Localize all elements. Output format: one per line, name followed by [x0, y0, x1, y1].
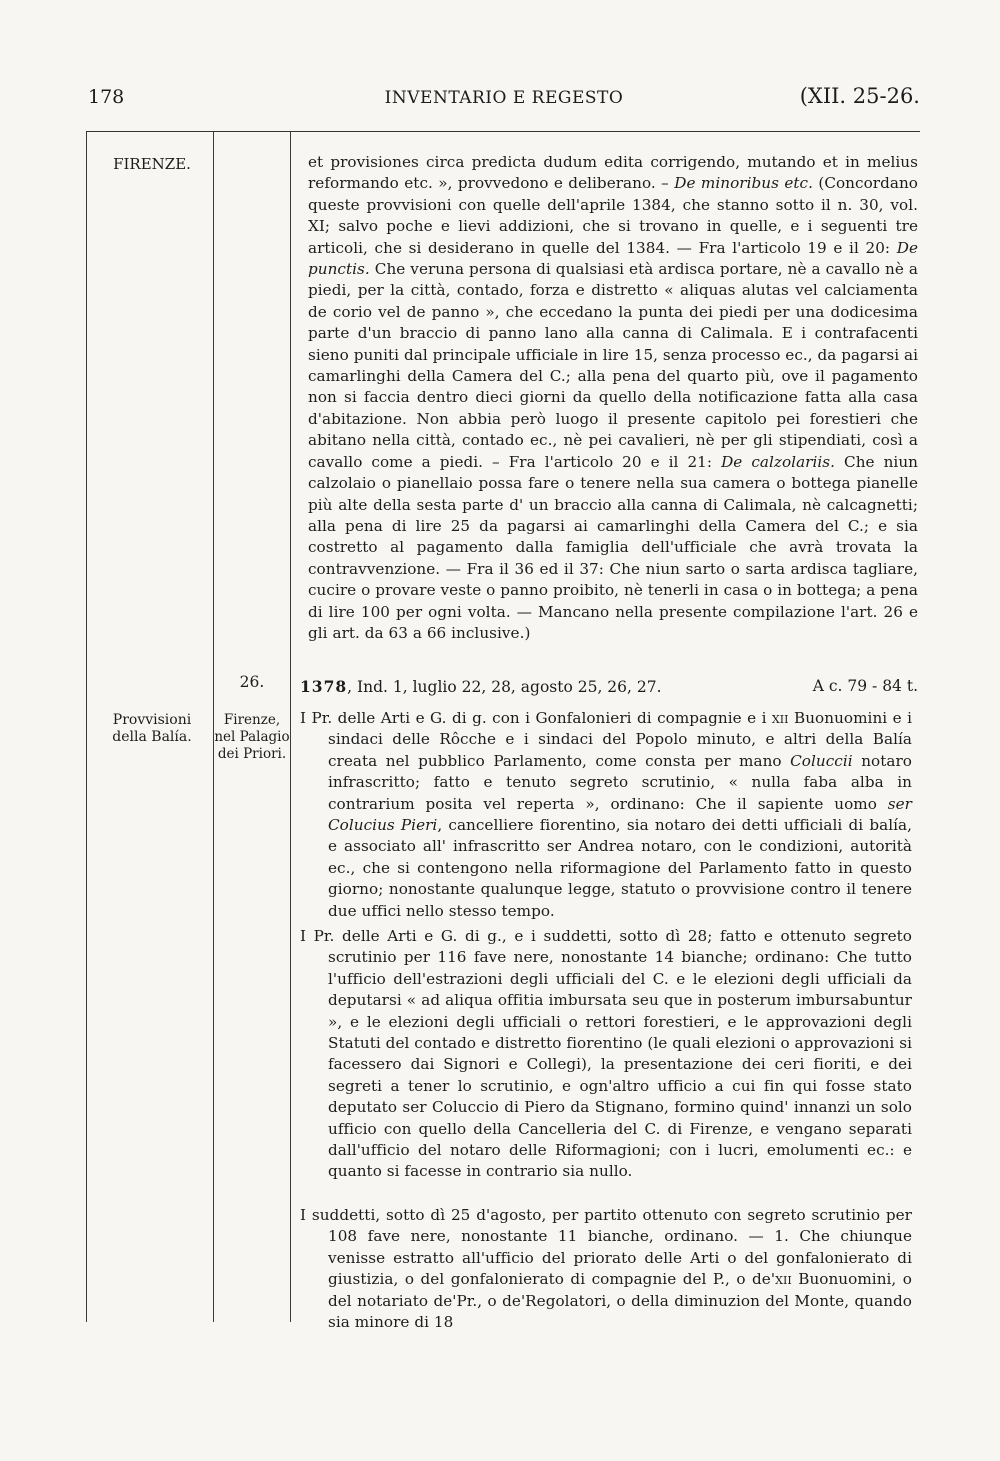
p1-text-a: I Pr. delle Arti e G. di g. con i Gonfalonieri di compagnie e i — [300, 709, 772, 727]
column-rule-left — [86, 132, 87, 1322]
p3-text-b: Buonuomini, o del notariato de'Pr., o de'Regolatori, o della diminuzion del Monte, quando sia minore di 18 — [328, 1270, 912, 1332]
margin-series: Provvisioni della Balía. — [112, 712, 192, 745]
running-title: INVENTARIO E REGESTO — [384, 88, 624, 108]
cont-title-punctis: De punctis. — [308, 238, 918, 279]
margin-place: FIRENZE. — [113, 155, 191, 173]
cont-title-calzolariis: De calzolariis. — [721, 452, 836, 471]
cont-text-3: Che veruna persona di qualsiasi età ardisca portare, nè a cavallo nè a piedi, per la città, contado, forza e distretto « aliquas alutas vel calciamenta de corio vel de panno », che eccedano la punta dei piedi per una dodicesima parte d'un braccio di panno lano alla canna di Calimala. E i contrafacenti sieno puniti dal principale ufficiale in lire 15, senza processo ec., da pagarsi ai camarlinghi della Camera del C.; alla pena del quarto più, ove il pagamento non si faccia dentro dieci giorni da quello della notificazione fatta alla casa d'abitazione. Non abbia però luogo il presente capitolo pei forestieri che abitano nella città, contado ec., nè pei cavalieri, nè per gli stipendiati, così a cavallo come a piedi. – Fra l'articolo 20 e il 21: — [308, 260, 918, 471]
section-reference: (XII. 25-26. — [799, 84, 920, 108]
cont-title-minoribus: De minoribus etc. — [674, 174, 813, 193]
column-rule-right — [290, 132, 291, 1322]
p3-text-a: I suddetti, sotto dì 25 d'agosto, per partito ottenuto con segreto scrutinio per 108 fave nere, nonostante 11 bianche, ordinano. — 1. Che chiunque venisse estratto all'ufficio del priorato delle Arti o del gonfalonierato di giustizia, o del gonfalonierato di compagnie del P., o de' — [300, 1206, 912, 1289]
p1-text-b: Buonuomini e i sindaci delle Rôcche e i sindaci del Popolo minuto, e altri della Balía creata nel pubblico Parlamento, come consta per mano — [328, 709, 912, 770]
header-rule — [86, 131, 920, 132]
entry-year: 1378 — [300, 677, 348, 696]
entry-folio: A c. 79 - 84 t. — [812, 677, 918, 695]
cont-text-1: et provisiones circa predicta dudum edita corrigendo, mutando et in melius reformando etc. », provvedono e deliberano. – — [308, 153, 918, 193]
p1-text-c: notaro infrascritto; fatto e tenuto segreto scrutinio, « nulla faba alba in contrarium posita vel reperta », ordinano: Che il sapiente uomo — [328, 751, 912, 813]
entry-dates: , Ind. 1, luglio 22, 28, agosto 25, 26, 27. — [347, 678, 662, 696]
paragraph-1 — [300, 708, 912, 922]
p2-text: I Pr. delle Arti e G. di g., e i suddetti, sotto dì 28; fatto e ottenuto segreto scrutinio per 116 fave nere, nonostante 14 bianche; ordinano: Che tutto l'ufficio dell'estrazioni degli ufficiali del C. e le elezioni degli ufficiali da deputarsi « ad aliqua offitia imbursata seu que in posterum imbursabuntur », e le elezioni degli ufficiali o rettori forestieri, e le approvazioni degli Statuti del contado e distretto fiorentino (le quali elezioni o approvazioni si facessero dai Signori e Collegi), la presentazione dei ceri fioriti, e dei segreti a tener lo scrutinio, e ogn'altro ufficio a cui fin qui fosse stato deputato ser Coluccio di Piero da Stignano, formino quind' innanzi un solo ufficio con quello della Cancelleria del C. di Firenze, e vengano separati dall'ufficio del notaro delle Riformagioni; con i lucri, emolumenti ec.: e quanto si facesse in contrario sia nullo. — [300, 927, 912, 1181]
page-header — [88, 86, 920, 116]
continuation-text — [308, 152, 918, 644]
margin-location: Firenze, nel Palagio dei Priori. — [214, 712, 290, 762]
paragraph-3 — [300, 1205, 912, 1333]
entry-number: 26. — [239, 673, 265, 691]
paragraph-2 — [300, 926, 912, 1183]
p1-text-d: , cancelliere fiorentino, sia notaro dei detti ufficiali di balía, e associato all' infrascritto ser Andrea notaro, con le condizioni, autorità ec., che si contengono nella riformagione del Parlamento fatto in questo giorno; nonostante qualunque legge, statuto o provvisione contro il tenere due uffici nello stesso tempo. — [328, 816, 912, 920]
cont-text-4: Che niun calzolaio o pianellaio possa fare o tenere nella sua camera o bottega pianelle più alte della sesta parte d' un braccio alla canna di Calimala, nè calcagnetti; alla pena di lire 25 da pagarsi ai camarlinghi della Camera del C.; e sia costretto al pagamento dalla famiglia dell'ufficiale che avrà trovata la contravvenzione. — Fra il 36 ed il 37: Che niun sarto o sarta ardisca tagliare, cucire o provare veste o panno proibito, nè tenerli in casa o in bottega; a pena di lire 100 per ogni volta. — Mancano nella presente compilazione l'art. 26 e gli art. da 63 a 66 inclusive.) — [308, 452, 918, 642]
p3-numeral: xii — [775, 1270, 792, 1289]
p1-numeral: xii — [771, 709, 789, 727]
cont-text-2: (Concordano queste provvisioni con quelle dell'aprile 1384, che stanno sotto il n. 30, vol. XI; salvo poche e lievi addizioni, che si trovano in quelle, e i seguenti tre articoli, che si desiderano in quelle del 1384. — Fra l'articolo 19 e il 20: — [308, 174, 918, 257]
p1-name-colucius: ser Colucius Pieri — [328, 794, 912, 835]
entry-heading — [300, 677, 918, 696]
page-number: 178 — [88, 86, 125, 108]
p1-name-coluccii: Coluccii — [790, 751, 853, 770]
